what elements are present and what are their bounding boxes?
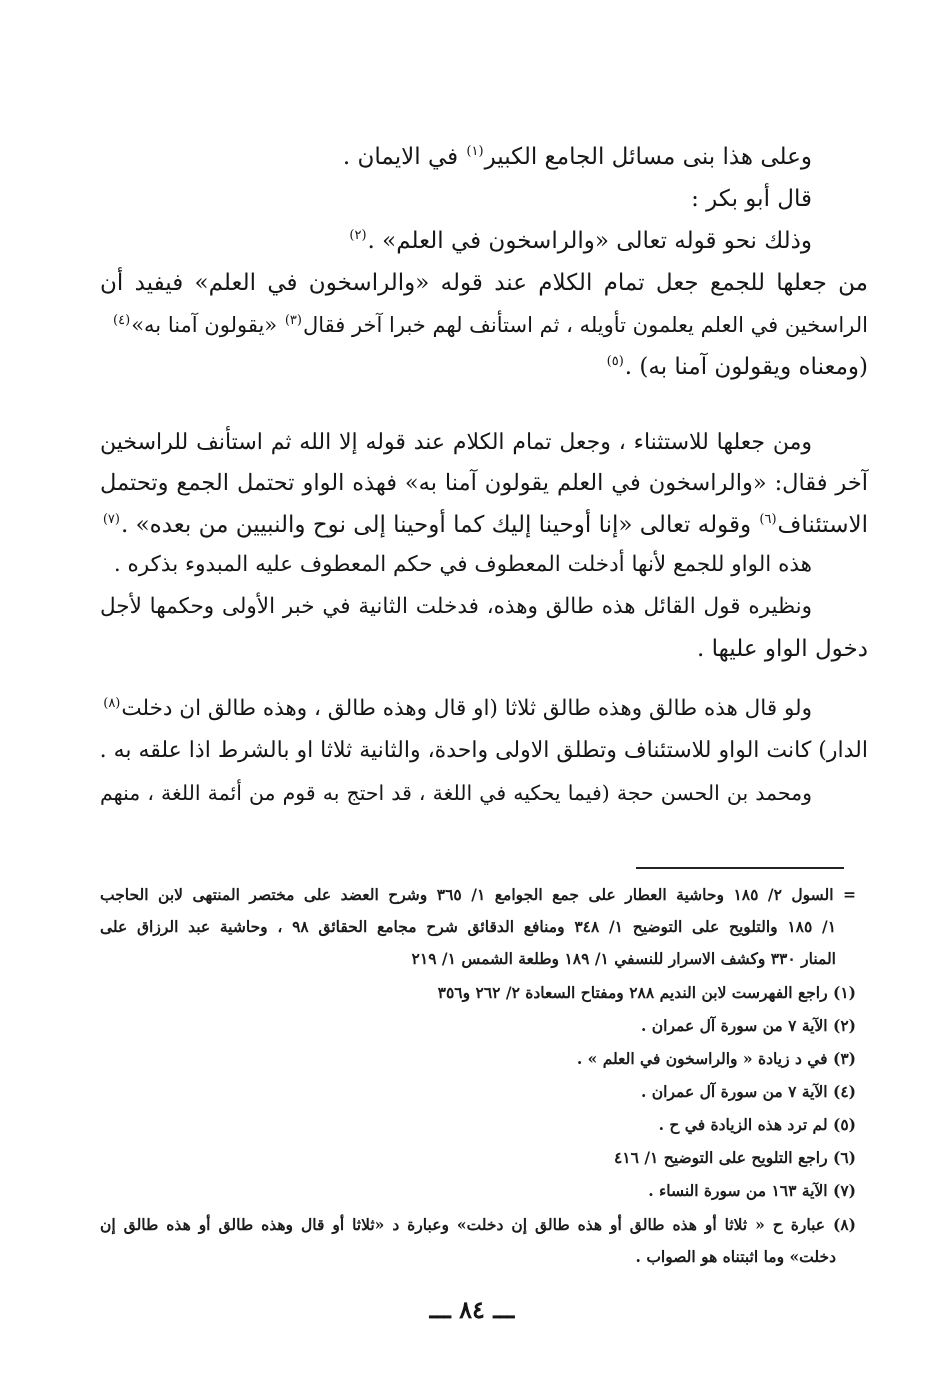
footnote-ref-7[interactable]: (٧)	[102, 512, 120, 528]
footnote-ref-6[interactable]: (٦)	[759, 512, 777, 528]
text-span: ونظيره قول القائل هذه طالق وهذه، فدخلت الثانية في خبر الأولى وحكمها لأجل	[100, 594, 812, 619]
text-line	[100, 508, 868, 542]
text-line	[100, 734, 868, 768]
footnote-text: ١/ ١٨٥ والتلويح على التوضيح ١/ ٣٤٨ ومنافع الدقائق شرح مجامع الحقائق ٩٨ ، وحاشية عبد الرزاق على	[100, 917, 837, 936]
footnote-text: (١) راجع الفهرست لابن النديم ٢٨٨ ومفتاح السعادة ٢/ ٢٦٢ و٣٥٦	[437, 983, 856, 1002]
text-line	[100, 692, 812, 726]
footnote-ref-5[interactable]: (٥)	[606, 354, 624, 370]
text-span: دخول الواو عليها .	[697, 636, 868, 662]
text-line	[100, 776, 812, 810]
footnote-ref-8[interactable]: (٨)	[103, 695, 121, 711]
footnote-text: (٦) راجع التلويح على التوضيح ١/ ٤١٦	[613, 1148, 856, 1167]
text-span: وقوله تعالى «إنا أوحينا إليك كما أوحينا إلى نوح والنبيين من بعده» .	[120, 512, 759, 538]
footnote-text: (٣) في د زيادة « والراسخون في العلم » .	[576, 1049, 856, 1068]
text-line	[100, 224, 812, 258]
footnote-text: (٤) الآية ٧ من سورة آل عمران .	[640, 1082, 856, 1101]
text-span: «يقولون آمنا به»	[131, 313, 284, 337]
footnote-line	[100, 1242, 836, 1272]
text-span: ومن جعلها للاستثناء ، وجعل تمام الكلام عند قوله إلا الله ثم استأنف للراسخين	[100, 430, 812, 455]
footnote-1	[100, 978, 856, 1008]
footnote-ref-3[interactable]: (٣)	[284, 313, 302, 328]
footnote-ref-2[interactable]: (٢)	[349, 228, 367, 244]
footnote-separator	[636, 867, 844, 869]
footnote-text: دخلت» وما اثبتناه هو الصواب .	[635, 1247, 836, 1266]
text-span: ولو قال هذه طالق وهذه طالق ثلاثا (او قال وهذه طالق ، وهذه طالق ان دخلت	[121, 696, 812, 721]
footnote-text: (٢) الآية ٧ من سورة آل عمران .	[640, 1016, 856, 1035]
text-span: وعلى هذا بنى مسائل الجامع الكبير	[484, 144, 812, 170]
text-span: قال أبو بكر :	[691, 186, 812, 212]
footnote-ref-4[interactable]: (٤)	[113, 313, 131, 328]
page-number: ـــ ٨٤ ـــ	[429, 1295, 515, 1324]
text-span: الراسخين في العلم يعلمون تأويله ، ثم استأنف لهم خبرا آخر فقال	[302, 313, 868, 337]
footnote-text: (٥) لم ترد هذه الزيادة في ح .	[658, 1115, 856, 1134]
text-line	[100, 266, 868, 300]
footnote-6	[100, 1143, 856, 1173]
footnote-4	[100, 1077, 856, 1107]
text-span: (ومعناه ويقولون آمنا به) .	[624, 354, 868, 380]
text-line	[100, 182, 812, 216]
footnote-text: المنار ٣٣٠ وكشف الاسرار للنسفي ١/ ١٨٩ وطلعة الشمس ١/ ٢١٩	[411, 949, 836, 968]
text-span: ومحمد بن الحسن حجة (فيما يحكيه في اللغة ، قد احتج به قوم من أئمة اللغة ، منهم	[100, 781, 812, 805]
text-span: هذه الواو للجمع لأنها أدخلت المعطوف في حكم المعطوف عليه المبدوء بذكره .	[113, 552, 812, 577]
text-span: الدار) كانت الواو للاستئناف وتطلق الاولى واحدة، والثانية ثلاثا او بالشرط اذا علقه به .	[99, 738, 868, 763]
text-span: في الايمان .	[342, 144, 466, 170]
footnote-5	[100, 1110, 856, 1140]
text-line	[100, 308, 868, 342]
footnote-3	[100, 1044, 856, 1074]
text-span: من جعلها للجمع جعل تمام الكلام عند قوله «والراسخون في العلم» فيفيد أن	[100, 270, 868, 296]
text-line	[100, 140, 812, 174]
text-span: الاستئناف	[777, 512, 868, 538]
footnote-8	[100, 1210, 856, 1240]
footnote-2	[100, 1011, 856, 1041]
footnote-7	[100, 1176, 856, 1206]
footnote-text: = السول ٢/ ١٨٥ وحاشية العطار على جمع الجوامع ١/ ٣٦٥ وشرح العضد على مختصر المنتهى لابن الحاجب	[100, 885, 857, 904]
text-line	[100, 466, 868, 500]
footnote-line	[100, 880, 856, 910]
footnote-line	[100, 944, 836, 974]
text-line	[100, 426, 812, 460]
text-line	[100, 548, 812, 582]
text-line	[100, 350, 868, 384]
footnote-line	[100, 912, 836, 942]
text-line	[100, 632, 868, 666]
text-line	[100, 590, 812, 624]
text-span: آخر فقال: «والراسخون في العلم يقولون آمنا به» فهذه الواو تحتمل الجمع وتحتمل	[100, 470, 868, 496]
text-span: وذلك نحو قوله تعالى «والراسخون في العلم» .	[367, 228, 812, 254]
footnote-text: (٨) عبارة ح « ثلاثا أو هذه طالق أو هذه طالق إن دخلت» وعبارة د «ثلاثا أو قال وهذه طالق أو هذه طالق إن	[100, 1215, 856, 1234]
footnote-ref-1[interactable]: (١)	[466, 144, 484, 160]
footnote-text: (٧) الآية ١٦٣ من سورة النساء .	[648, 1181, 856, 1200]
